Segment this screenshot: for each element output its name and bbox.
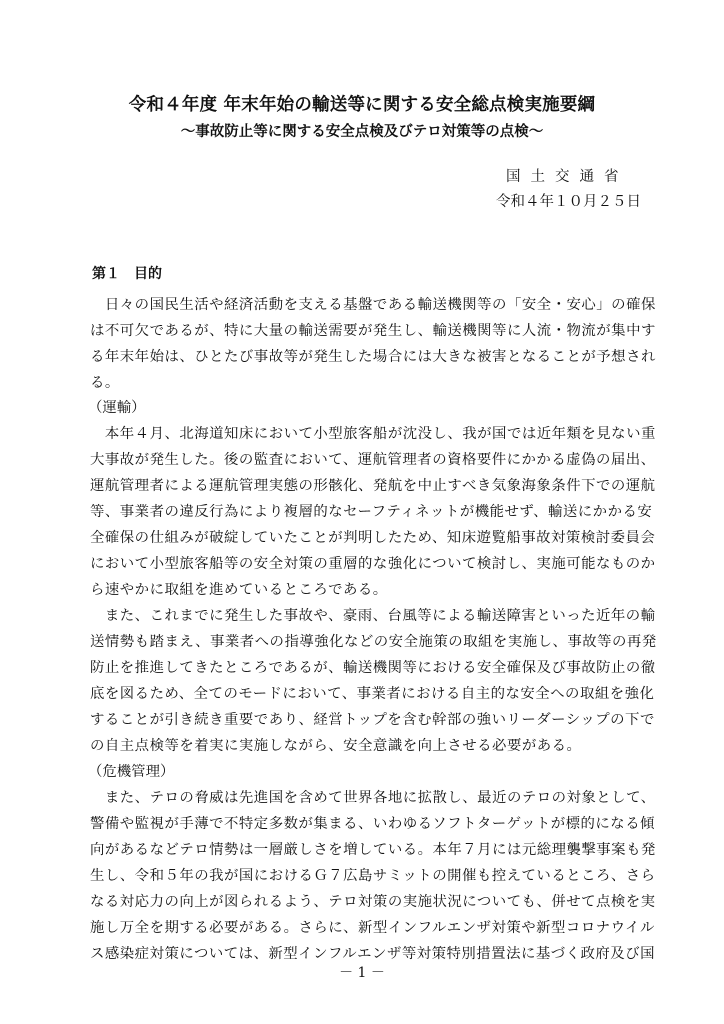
body-line: ら速やかに取組を進めているところである。: [90, 582, 388, 598]
body-line: 日々の国民生活や経済活動を支える基盤である輸送機関等の「安全・安心」の確保: [90, 297, 656, 313]
body-line: 生し、令和５年の我が国におけるＧ７広島サミットの開催も控えているところ、さら: [90, 868, 656, 884]
body-line: 運航管理者による運航管理実態の形骸化、発航を中止すべき気象海象条件下での運航: [90, 478, 656, 494]
body-line: は不可欠であるが、特に大量の輸送需要が発生し、輸送機関等に人流・物流が集中す: [90, 323, 656, 339]
body-line: 全確保の仕組みが破綻していたことが判明したため、知床遊覧船事故対策検討委員会: [90, 530, 656, 546]
body-line: 施し万全を期する必要がある。さらに、新型インフルエンザ対策や新型コロナウイル: [90, 920, 655, 936]
body-line: 底を図るため、全てのモードにおいて、事業者における自主的な安全への取組を強化: [90, 686, 655, 702]
subsection-heading: （運輸）: [88, 400, 146, 416]
body-line: 防止を推進してきたところであるが、輸送機関等における安全確保及び事故防止の徹: [90, 660, 656, 676]
document-title: 令和４年度 年末年始の輸送等に関する安全総点検実施要綱: [128, 95, 596, 115]
body-line: 等、事業者の違反行為により複層的なセーフティネットが機能せず、輸送にかかる安: [90, 504, 653, 520]
body-line: また、これまでに発生した事故や、豪雨、台風等による輸送障害といった近年の輸: [90, 608, 656, 624]
body-line: なる対応力の向上が図られるよう、テロ対策の実施状況についても、併せて点検を実: [90, 894, 656, 910]
page-number: － 1 －: [339, 965, 385, 981]
body-line: の自主点検等を着実に実施しながら、安全意識を向上させる必要がある。: [90, 738, 582, 754]
issue-date: 令和４年１０月２５日: [496, 194, 641, 210]
body-line: において小型旅客船等の安全対策の重層的な強化について検討し、実施可能なものか: [90, 556, 656, 572]
section-heading: 第１ 目的: [92, 266, 162, 282]
body-line: また、テロの脅威は先進国を含めて世界各地に拡散し、最近のテロの対象として、: [90, 790, 656, 806]
subsection-heading: （危機管理）: [88, 764, 175, 780]
issuing-organization: 国土交通省: [506, 169, 629, 185]
body-line: 本年４月、北海道知床において小型旅客船が沈没し、我が国では近年類を見ない重: [90, 426, 656, 442]
body-line: することが引き続き重要であり、経営トップを含む幹部の強いリーダーシップの下で: [90, 712, 655, 728]
body-line: る年末年始は、ひとたび事故等が発生した場合には大きな被害となることが予想され: [90, 349, 656, 365]
body-line: ス感染症対策については、新型インフルエンザ等対策特別措置法に基づく政府及び国: [90, 946, 655, 962]
document-subtitle: ～事故防止等に関する安全点検及びテロ対策等の点検～: [180, 124, 544, 140]
body-line: 送情勢も踏まえ、事業者への指導強化などの安全施策の取組を実施し、事故等の再発: [90, 634, 657, 650]
body-line: る。: [90, 375, 120, 391]
body-line: 向があるなどテロ情勢は一層厳しさを増している。本年７月には元総理襲撃事案も発: [90, 842, 656, 858]
body-line: 大事故が発生した。後の監査において、運航管理者の資格要件にかかる虚偽の届出、: [90, 452, 656, 468]
body-line: 警備や監視が手薄で不特定多数が集まる、いわゆるソフトターゲットが標的になる傾: [90, 816, 655, 832]
